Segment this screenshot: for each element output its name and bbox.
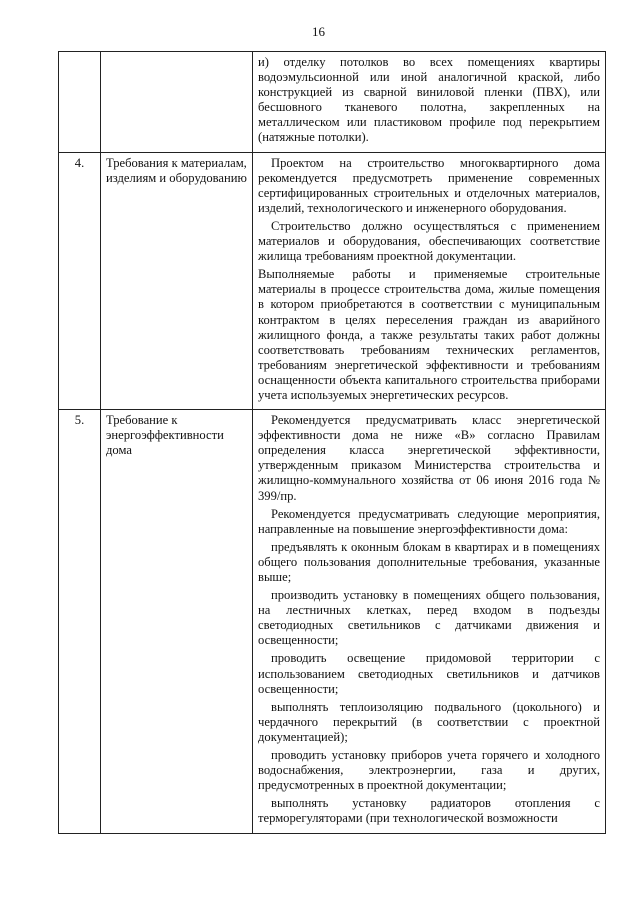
paragraph: Строительство должно осуществляться с применением материалов и оборудования, обеспечивающих соответствие жилища требованиям проектной документации. bbox=[258, 218, 600, 264]
paragraph: Выполняемые работы и применяемые строительные материалы в процессе строительства дома, жилые помещения в котором приобретаются в соответствии с муниципальным контрактом в целях переселения граждан из аварийного жилищного фонда, а также результаты таких работ должны соответствовать требованиям технических регламентов, требованиям энергетической эффективности и требованиям оснащенности объекта капитального строительства приборами учета используемых энергетических ресурсов. bbox=[258, 267, 600, 402]
paragraph: выполнять теплоизоляцию подвального (цокольного) и чердачного перекрытий (в соответствии с проектной документацией); bbox=[258, 699, 600, 744]
paragraph: и) отделку потолков во всех помещениях квартиры водоэмульсионной или иной аналогичной краской, либо конструкцией из сварной виниловой пленки (ПВХ), или бесшовного тканевого полотна, закрепленных на металлическом или пластиковом профиле под перекрытием (натяжные потолки). bbox=[258, 55, 600, 145]
row-number-cell: 4. bbox=[59, 152, 101, 410]
requirement-name-cell: Требование к энергоэффективности дома bbox=[101, 410, 253, 833]
requirement-name-cell bbox=[101, 52, 253, 153]
table-row bbox=[59, 410, 606, 833]
paragraph: проводить освещение придомовой территории с использованием светодиодных светильников и датчиков освещенности; bbox=[258, 651, 600, 696]
paragraph: Рекомендуется предусматривать класс энергетической эффективности дома не ниже «В» согласно Правилам определения класса энергетической эффективности, утвержденным приказом Министерства строительства и жилищно-коммунального хозяйства от 06 июня 2016 года № 399/пр. bbox=[258, 413, 600, 503]
requirement-text-cell bbox=[253, 410, 606, 833]
row-number-cell: 5. bbox=[59, 410, 101, 833]
table-row bbox=[59, 152, 606, 410]
paragraph: производить установку в помещениях общего пользования, на лестничных клетках, перед входом в подъезды светодиодных светильников с датчиками движения и освещенности; bbox=[258, 588, 600, 648]
requirements-table bbox=[58, 51, 606, 834]
requirement-name-cell: Требования к материалам, изделиям и оборудованию bbox=[101, 152, 253, 410]
table-row bbox=[59, 52, 606, 153]
paragraph: Проектом на строительство многоквартирного дома рекомендуется предусмотреть применение современных сертифицированных строительных и отделочных материалов, изделий, технологического и инженерного оборудования. bbox=[258, 155, 600, 215]
page-number: 16 bbox=[312, 24, 325, 39]
paragraph: предъявлять к оконным блокам в квартирах и в помещениях общего пользования дополнительные требования, указанные выше; bbox=[258, 539, 600, 584]
paragraph: выполнять установку радиаторов отопления с терморегуляторами (при технологической возможности bbox=[258, 796, 600, 826]
paragraph: Рекомендуется предусматривать следующие мероприятия, направленные на повышение энергоэффективности дома: bbox=[258, 506, 600, 536]
requirement-text-cell bbox=[253, 52, 606, 153]
row-number-cell bbox=[59, 52, 101, 153]
paragraph: проводить установку приборов учета горячего и холодного водоснабжения, электроэнергии, газа и других, предусмотренных в проектной документации; bbox=[258, 748, 600, 793]
requirement-text-cell bbox=[253, 152, 606, 410]
